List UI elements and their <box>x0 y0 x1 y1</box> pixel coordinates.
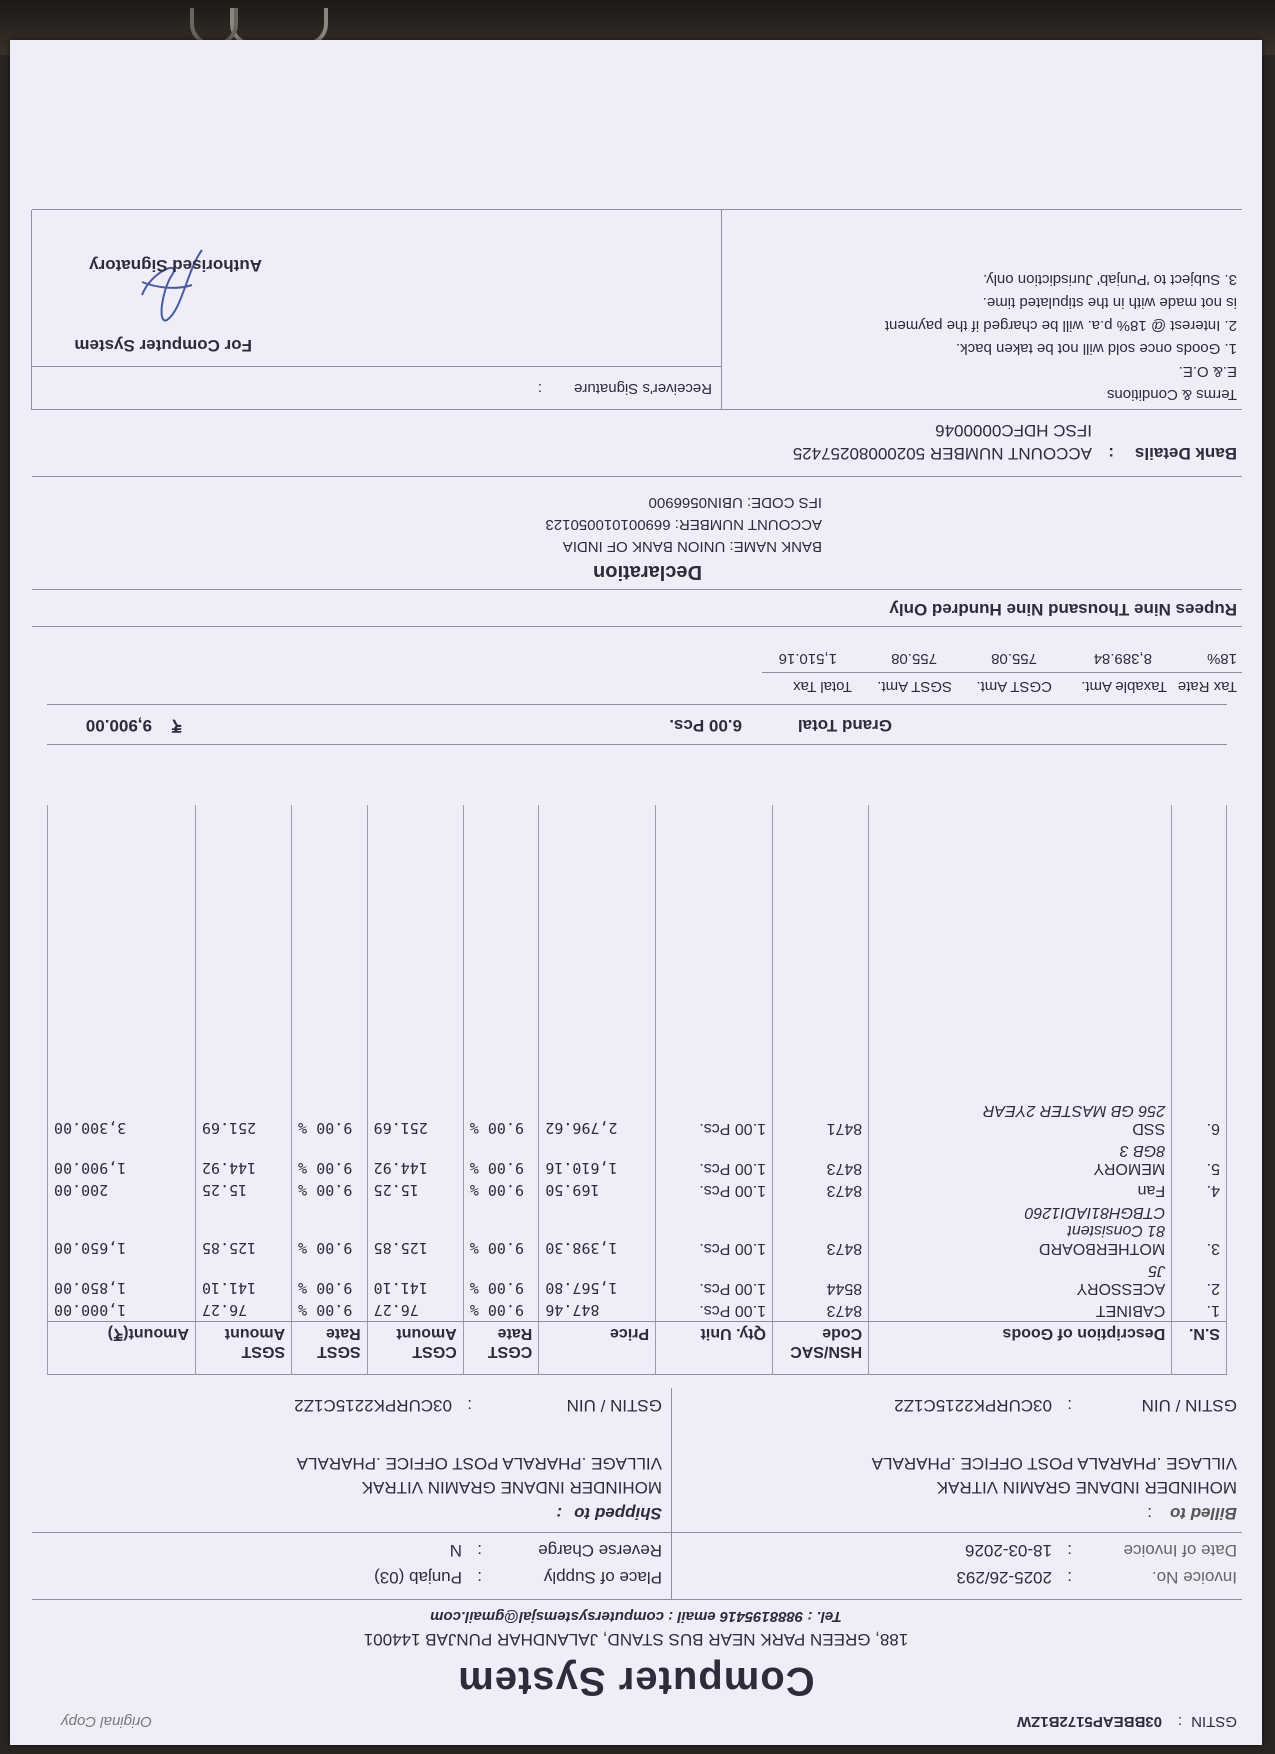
item-subtext: 81 Consistent <box>1067 1222 1166 1239</box>
item-description: ACESSORY <box>1076 1280 1166 1297</box>
cell-cgst-amt: 76.27 <box>367 1299 463 1322</box>
cell-hsn: 8544 <box>773 1259 869 1299</box>
cell-sgst-rate: 9.00 % <box>292 1201 367 1259</box>
cell-sgst-rate: 9.00 % <box>292 1259 367 1299</box>
tax-total-value: 1,510.16 <box>778 650 837 667</box>
cell-amount: 3,300.00 <box>48 1099 196 1139</box>
cell-sgst-amt: 141.10 <box>195 1259 291 1299</box>
item-description: MOTHERBOARD <box>1038 1240 1166 1257</box>
cell-cgst-rate: 9.00 % <box>463 1259 538 1299</box>
cell-amount: 1,850.00 <box>48 1259 196 1299</box>
gstin-value: 03BBEAP5172B1ZW <box>1016 1713 1162 1730</box>
invoice-no-label: Invoice No. <box>1151 1568 1237 1587</box>
table-row <box>48 1259 1227 1299</box>
col-amount: Amount(₹) <box>48 1322 196 1375</box>
reverse-charge-label: Reverse Charge <box>538 1541 662 1560</box>
terms-title: Terms & Conditions <box>1106 386 1237 403</box>
cell-sn: 5. <box>1172 1139 1227 1179</box>
tax-header-total: Total Tax <box>793 678 852 695</box>
cell-qty: 1.00 Pcs. <box>656 1299 773 1322</box>
place-of-supply-label: Place of Supply <box>543 1568 662 1587</box>
tax-header-cgst: CGST Amt. <box>976 678 1052 695</box>
col-sn: S.N. <box>1172 1322 1227 1375</box>
cell-amount: 1,650.00 <box>48 1201 196 1259</box>
place-of-supply-value: Punjab (03) <box>374 1568 462 1587</box>
shipped-gstin-label: GSTIN / UIN <box>566 1396 662 1415</box>
table-row <box>48 1099 1227 1139</box>
cell-sgst-amt: 125.85 <box>195 1201 291 1259</box>
invoice-date-label: Date of Invoice <box>1123 1541 1237 1560</box>
tax-rate-value: 18% <box>1206 650 1237 667</box>
cell-cgst-amt: 141.10 <box>367 1259 463 1299</box>
col-cgst-rate: CGST Rate <box>463 1322 538 1375</box>
col-description: Description of Goods <box>869 1322 1172 1375</box>
cell-sn: 4. <box>1172 1179 1227 1201</box>
cell-desc <box>869 1099 1172 1139</box>
declaration-account: ACCOUNT NUMBER: 669001010050123 <box>545 516 822 533</box>
cell-hsn: 8471 <box>773 1099 869 1139</box>
shipped-to-address: VILLAGE .PHARALA POST OFFICE .PHARALA <box>296 1454 662 1473</box>
company-name: Computer System <box>457 1659 815 1703</box>
cell-hsn: 8473 <box>773 1201 869 1259</box>
company-address: 188, GREEN PARK NEAR BUS STAND, JALANDHAR PUNJAB 144001 <box>363 1630 909 1649</box>
table-row <box>48 1201 1227 1259</box>
billed-to-label: Billed to <box>1169 1504 1237 1523</box>
cell-cgst-rate: 9.00 % <box>463 1201 538 1259</box>
table-row <box>48 1179 1227 1201</box>
item-subtext-2: CTBGH81IADI1260 <box>1024 1204 1166 1221</box>
shipped-to-name: MOHINDER INDANE GRAMIN VITRAK <box>361 1478 662 1497</box>
grand-total-qty: 6.00 Pcs. <box>669 716 742 735</box>
billed-to-address: VILLAGE .PHARALA POST OFFICE .PHARALA <box>871 1454 1237 1473</box>
billed-gstin-label: GSTIN / UIN <box>1141 1396 1237 1415</box>
cell-cgst-rate: 9.00 % <box>463 1299 538 1322</box>
cell-cgst-rate: 9.00 % <box>463 1179 538 1201</box>
cell-hsn: 8473 <box>773 1179 869 1201</box>
cell-desc <box>869 1259 1172 1299</box>
cell-sgst-amt: 251.69 <box>195 1099 291 1139</box>
receiver-signature-label: Receiver's Signature <box>574 380 712 397</box>
col-price: Price <box>539 1322 656 1375</box>
declaration-title: Declaration <box>593 561 702 583</box>
cell-cgst-rate: 9.00 % <box>463 1139 538 1179</box>
cell-sgst-rate: 9.00 % <box>292 1299 367 1322</box>
col-sgst-rate: SGST Rate <box>292 1322 367 1375</box>
table-row <box>48 1299 1227 1322</box>
cell-price: 1,567.80 <box>539 1259 656 1299</box>
cell-desc <box>869 1179 1172 1201</box>
table-row <box>48 1139 1227 1179</box>
company-contact: Tel. : 9888195416 email : computersystemsjal@gmail.com <box>430 1608 842 1625</box>
shipped-gstin-value: 03CURPK2215C1Z2 <box>294 1396 452 1415</box>
grand-total-amount: 9,900.00 <box>85 716 152 735</box>
cell-price: 1,398.30 <box>539 1201 656 1259</box>
bank-ifsc: IFSC HDFC0000046 <box>935 421 1092 440</box>
terms-line-4: 3. Subject to 'Punjab' Jurisdiction only. <box>983 271 1237 288</box>
bank-account: ACCOUNT NUMBER 50200080257425 <box>792 444 1092 463</box>
cell-amount: 200.00 <box>48 1179 196 1201</box>
cell-qty: 1.00 Pcs. <box>656 1259 773 1299</box>
tax-header-sgst: SGST Amt. <box>877 678 952 695</box>
item-subtext: 256 GB MASTER 2YEAR <box>982 1102 1166 1119</box>
cell-sgst-rate: 9.00 % <box>292 1099 367 1139</box>
terms-line-3: is not made with in the stipulated time. <box>982 294 1237 311</box>
col-cgst-amount: CGST Amount <box>367 1322 463 1375</box>
cell-amount: 1,000.00 <box>48 1299 196 1322</box>
cell-cgst-rate: 9.00 % <box>463 1099 538 1139</box>
cell-sn: 6. <box>1172 1099 1227 1139</box>
cell-qty: 1.00 Pcs. <box>656 1139 773 1179</box>
tax-cgst-value: 755.08 <box>991 650 1037 667</box>
cell-price: 169.50 <box>539 1179 656 1201</box>
cell-qty: 1.00 Pcs. <box>656 1099 773 1139</box>
cell-sgst-amt: 144.92 <box>195 1139 291 1179</box>
declaration-ifs: IFS CODE: UBIN0566900 <box>648 494 822 511</box>
cell-sn: 1. <box>1172 1299 1227 1322</box>
reverse-charge-value: N <box>449 1541 462 1560</box>
item-description: MEMORY <box>1093 1160 1166 1177</box>
cell-sgst-rate: 9.00 % <box>292 1179 367 1201</box>
grand-total-label: Grand Total <box>797 716 892 735</box>
item-description: CABINET <box>1095 1302 1166 1319</box>
cell-desc <box>869 1299 1172 1322</box>
cell-sgst-amt: 76.27 <box>195 1299 291 1322</box>
authorised-signatory-label: Authorised Signatory <box>89 256 262 275</box>
copy-label: Original Copy <box>61 1713 152 1730</box>
item-subtext: J5 <box>1148 1262 1166 1279</box>
col-qty: Qty. Unit <box>656 1322 773 1375</box>
gstin-label: GSTIN <box>1191 1713 1237 1730</box>
cell-sn: 2. <box>1172 1259 1227 1299</box>
table-spacer <box>48 805 1227 1099</box>
tax-sgst-value: 755.08 <box>891 650 937 667</box>
items-table <box>47 805 1227 1375</box>
signature-scribble <box>132 240 212 330</box>
item-description: SSD <box>1132 1120 1166 1137</box>
cell-sn: 3. <box>1172 1201 1227 1259</box>
bank-details-label: Bank Details <box>1134 444 1237 463</box>
item-description: Fan <box>1137 1182 1166 1199</box>
cell-qty: 1.00 Pcs. <box>656 1201 773 1259</box>
terms-line-1: 1. Goods once sold will not be taken back. <box>955 340 1237 357</box>
item-subtext: 8GB 3 <box>1119 1142 1166 1159</box>
cell-sgst-amt: 15.25 <box>195 1179 291 1201</box>
cell-cgst-amt: 15.25 <box>367 1179 463 1201</box>
declaration-bank-name: BANK NAME: UNION BANK OF INDIA <box>562 538 822 555</box>
tax-header-rate: Tax Rate <box>1177 678 1237 695</box>
cell-sgst-rate: 9.00 % <box>292 1139 367 1179</box>
signatory-company: For Computer System <box>74 336 252 355</box>
tax-header-taxable: Taxable Amt. <box>1081 678 1167 695</box>
invoice-page: GSTIN : 03BBEAP5172B1ZW Original Copy Computer System 188, GREEN PARK NEAR BUS STAND, JALANDHAR PUNJAB 144001 Tel. : 9888195416 email : computersystemsjal@gmail.com Invoice No. : 2025-26/293 Date of Invoice : 18-03-2026 Place of Supply : Punjab (03) Reverse Charge : N Billed to : MOHINDER INDANE GRAMIN VITRAK VILLAGE .PHARALA POST OFFICE .PHARALA GSTIN / UIN : 03CURPK2215C1Z2 Shipped to : MOHINDER INDANE GRAMIN VITRAK VILLAGE .PHARALA POST OFFICE .PHARALA GSTIN / UIN : 03CURPK2215C1Z2 S.N. Description of Goods HSN/SAC Code Qty. Unit Price CGST Rate CGST Amount SGST Rate SGST Amount Amount(₹) 1. CABINET 8473 1.00 Pcs. 847.46 9.00 % 76.27 9.00 % 76.27 1,000.00 2. ACESSORY J5 8544 1.00 Pcs. 1,567.80 9.00 % 141.10 9.00 % 141.10 1,850.00 3. MOTHERBOARD 81 Consistent CTBGH81IADI1260 8473 1.00 Pcs. 1,398.30 9.00 % 125.85 9.00 % 125.85 1,650.00 4. Fan 8473 1.00 Pcs. 169.50 9.00 % 15.25 9.00 % 15.25 200.00 5. MEMORY 8GB 3 8473 1.00 Pcs. 1,610.16 9.00 % 144.92 9.00 % 144.92 1,900.00 6. SSD 256 GB MASTER 2YEAR 8471 1.00 Pcs. 2,796.62 9.00 % 251.69 9.00 % 251.69 3,300.00 Grand Total 6.00 Pcs. ₹ 9,900.00 Tax Rate Taxable Amt. CGST Amt. SGST Amt. Total Tax 18% 8,389.84 755.08 755.08 1,510.16 Rupees Nine Thousand Nine Hundred Only Declaration BANK NAME: UNION BANK OF INDIA ACCOUNT NUMBER: 669001010050123 IFS CODE: UBIN0566900 Bank Details : ACCOUNT NUMBER 50200080257425 IFSC HDFC0000046 Terms & Conditions E.& O.E. 1. Goods once sold will not be taken back. 2. Interest @ 18% p.a. will be charged if the payment is not made with in the stipulated time. 3. Subject to 'Punjab' Jurisdiction only. Receiver's Signature : For Computer System Authorised Signatory <box>10 40 1262 1745</box>
billed-gstin-value: 03CURPK2215C1Z2 <box>894 1396 1052 1415</box>
terms-line-0: E.& O.E. <box>1178 363 1237 380</box>
currency-symbol: ₹ <box>171 716 182 735</box>
billed-to-name: MOHINDER INDANE GRAMIN VITRAK <box>936 1478 1237 1497</box>
cell-cgst-amt: 144.92 <box>367 1139 463 1179</box>
cell-price: 847.46 <box>539 1299 656 1322</box>
cell-hsn: 8473 <box>773 1139 869 1179</box>
invoice-no-value: 2025-26/293 <box>956 1568 1052 1587</box>
terms-line-2: 2. Interest @ 18% p.a. will be charged if the payment <box>884 317 1237 334</box>
col-hsn: HSN/SAC Code <box>773 1322 869 1375</box>
cell-cgst-amt: 251.69 <box>367 1099 463 1139</box>
col-sgst-amount: SGST Amount <box>195 1322 291 1375</box>
cell-desc <box>869 1139 1172 1179</box>
cell-hsn: 8473 <box>773 1299 869 1322</box>
shipped-to-label: Shipped to <box>574 1504 662 1523</box>
amount-in-words: Rupees Nine Thousand Nine Hundred Only <box>889 600 1237 619</box>
cell-price: 2,796.62 <box>539 1099 656 1139</box>
cell-amount: 1,900.00 <box>48 1139 196 1179</box>
cell-desc <box>869 1201 1172 1259</box>
invoice-date-value: 18-03-2026 <box>965 1541 1052 1560</box>
cell-qty: 1.00 Pcs. <box>656 1179 773 1201</box>
cell-price: 1,610.16 <box>539 1139 656 1179</box>
cell-cgst-amt: 125.85 <box>367 1201 463 1259</box>
tax-taxable-value: 8,389.84 <box>1093 650 1152 667</box>
